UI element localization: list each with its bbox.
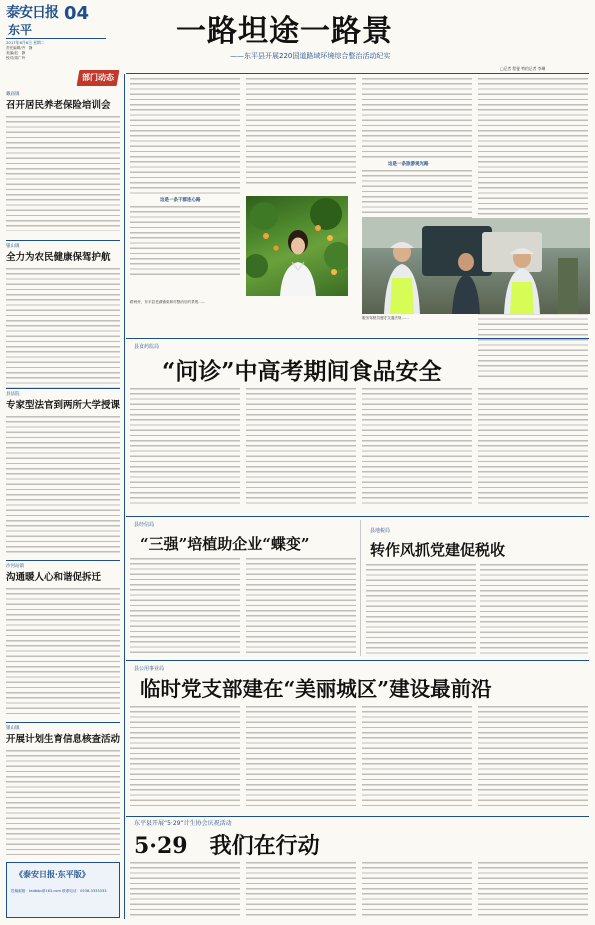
article-brief (6, 392, 120, 556)
article-headline: 专家型法官到两所大学授课 (6, 400, 121, 412)
lead-subhead: 这是一条旅游观光路 (388, 162, 429, 167)
agri-kicker: 县经信局 (134, 522, 155, 528)
tax-kicker: 县地税局 (370, 528, 391, 534)
article-kicker: 沙河站镇 (6, 564, 24, 569)
newspaper-logo: 泰安日报 (6, 5, 58, 21)
traffic-police-illustration (362, 218, 590, 314)
editor-line: 美编/赵 静 (6, 51, 26, 55)
agri-headline: “三强”培植助企业“蝶变” (140, 535, 310, 553)
party-kicker: 县公用事业局 (134, 666, 165, 672)
lead-subhead: 这是一条干群连心路 (160, 198, 201, 203)
article-brief (6, 726, 120, 855)
article-kicker: 戴庙镇 (6, 92, 20, 97)
ad-title: 《泰安日报·东平版》 (15, 869, 90, 879)
left-column (6, 92, 120, 852)
dept-news-badge (77, 70, 120, 86)
police-photo-caption: 服务驾驶员遵守交通法规…… (362, 316, 409, 320)
subscription-ad (6, 862, 120, 918)
tax-headline: 转作风抓党建促税收 (370, 541, 506, 559)
article-brief (6, 244, 120, 388)
article-kicker: 银山镇 (6, 244, 20, 249)
article-brief (6, 564, 120, 718)
article-headline: 沟通暖人心和谐促拆迁 (6, 572, 102, 584)
masthead (0, 0, 120, 90)
article-headline: 全力为农民健康保驾护航 (6, 252, 111, 264)
lead-headline: 一路坦途一路景 (176, 14, 393, 49)
food-safety-headline: “问诊”中高考期间食品安全 (162, 358, 442, 385)
article-kicker: 县法院 (6, 392, 20, 397)
article-headline: 召开居民养老保险培训会 (6, 100, 111, 112)
editor-line: 校对/周广玲 (6, 56, 26, 60)
lead-subheadline: ——东平县开展220国道路域环境综合整治活动纪实 (230, 52, 391, 60)
date-line: 2017年6月6日 星期二 (6, 40, 45, 45)
lead-byline: □记者 程斐 特约记者 李琳 (500, 66, 546, 71)
party-headline: 临时党支部建在“美丽城区”建设最前沿 (140, 677, 492, 701)
article-kicker: 银山镇 (6, 726, 20, 731)
article-headline: 开展计划生育信息核查活动 (6, 734, 121, 746)
section-name: 东平 (8, 23, 33, 37)
dept-news-label: 部门动态 (82, 73, 114, 82)
photo-orchard (246, 196, 348, 296)
editor-line: 责任编辑/齐 静 (6, 46, 33, 50)
orchard-illustration (246, 196, 348, 296)
food-safety-kicker: 县食药监局 (134, 344, 160, 350)
article-brief (6, 92, 120, 231)
photo-traffic-police (362, 218, 590, 314)
ad-contact: 投稿邮箱：tadbdp@163.com 联系电话：0538-3333333 (11, 889, 107, 893)
event-headline: 5·29 我们在行动 (134, 833, 320, 859)
orchard-photo-caption: 路两旁，东平县老湖镇梁林村整治后的景观…… (130, 300, 206, 304)
page-number: 04 (64, 3, 90, 24)
event-kicker: 东平县开展“5·29”计生协会庆祝活动 (134, 820, 232, 827)
